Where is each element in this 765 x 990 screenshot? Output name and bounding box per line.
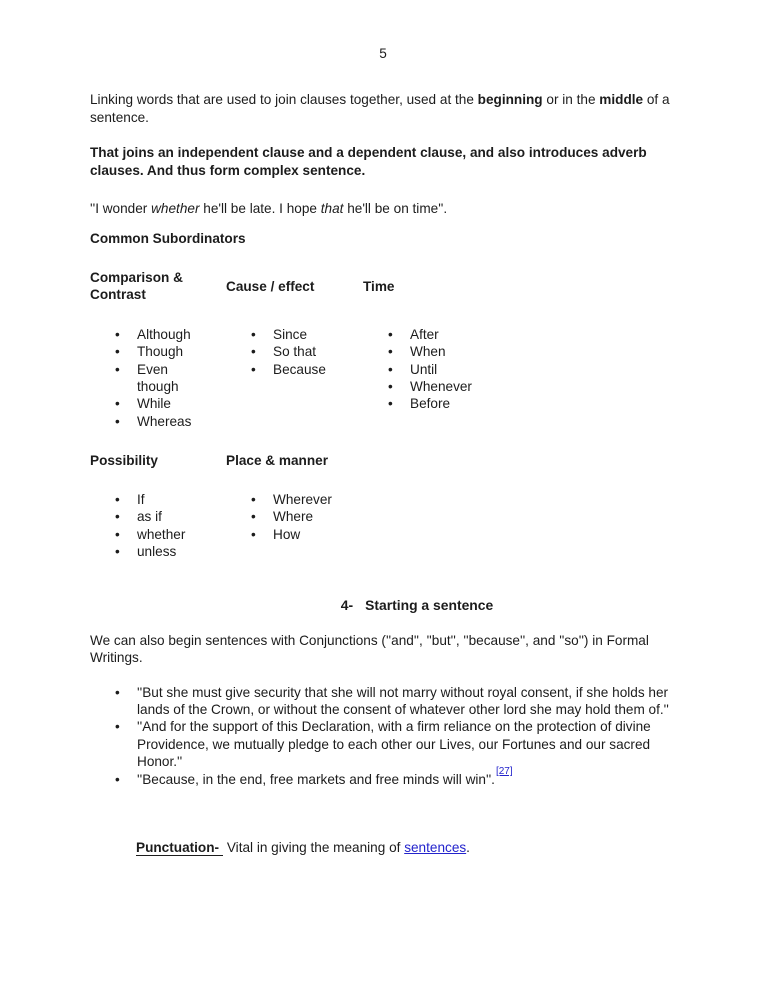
section-number: 4- — [340, 597, 354, 614]
text-run: of a sentence. — [90, 92, 670, 125]
quote-item: • ''And for the support of this Declaration, with a firm reliance on the protection of divine Providence, we mutually pledge to each other our Lives, our Fortunes and our sacred Honor.'' — [90, 718, 676, 770]
section-4-heading — [158, 597, 676, 614]
intro-paragraph — [90, 91, 676, 126]
italic-word-that: that — [320, 201, 344, 217]
possibility-list — [90, 491, 226, 561]
column-header: Cause / effect — [226, 278, 315, 294]
bold-word-middle: middle — [599, 92, 644, 108]
section-title: Starting a sentence — [365, 597, 494, 614]
list-item: • Until — [363, 361, 676, 378]
list-item: • While — [90, 395, 209, 412]
column-comparison-contrast — [90, 269, 226, 430]
column-header: Time — [363, 278, 395, 294]
text-run: or in the — [542, 92, 600, 108]
column-header: Place & manner — [226, 453, 328, 469]
list-item: • Before — [363, 395, 676, 412]
text-run: he'll be on time''. — [343, 201, 448, 217]
cause-effect-list — [226, 326, 363, 378]
column-cause-effect — [226, 269, 363, 430]
italic-word-whether: whether — [151, 201, 200, 217]
quote-examples-list — [90, 684, 676, 788]
text-run: he'll be late. I hope — [199, 201, 321, 217]
common-subordinators-heading: Common Subordinators — [90, 231, 246, 247]
quote-item: • ''But she must give security that she will not marry without royal consent, if she holds her lands of the Crown, or without the consent of whatever other lord she may hold them of.'' — [90, 684, 676, 719]
list-item: • Although — [90, 326, 209, 343]
column-header: Comparison & Contrast — [90, 269, 183, 303]
example-sentence — [90, 200, 676, 217]
column-header: Possibility — [90, 453, 158, 469]
column-possibility — [90, 452, 226, 560]
list-item: • Where — [226, 508, 363, 525]
time-list — [363, 326, 676, 413]
list-item: • Since — [226, 326, 363, 343]
subordinator-row-2 — [90, 452, 676, 560]
text-run: ''I wonder — [90, 201, 152, 217]
quote-text: ''Because, in the end, free markets and free minds will win''. — [137, 771, 495, 787]
list-item: • Whenever — [363, 378, 676, 395]
list-item: • After — [363, 326, 676, 343]
column-time — [363, 269, 676, 430]
page-number: 5 — [379, 46, 387, 61]
list-item: • as if — [90, 508, 226, 525]
text-run: . — [466, 839, 470, 855]
list-item: • unless — [90, 543, 226, 560]
list-item: • How — [226, 526, 363, 543]
list-item: • Wherever — [226, 491, 363, 508]
subordinator-row-1 — [90, 269, 676, 430]
list-item: • whether — [90, 526, 226, 543]
bold-word-beginning: beginning — [477, 92, 543, 108]
list-item: • Even though — [90, 361, 209, 396]
list-item: • Because — [226, 361, 363, 378]
place-manner-list — [226, 491, 363, 543]
definition-paragraph: That joins an independent clause and a dependent clause, and also introduces adverb clauses. And thus form complex sentence. — [90, 145, 647, 178]
punctuation-label: Punctuation- — [136, 840, 223, 856]
list-item: • Though — [90, 343, 209, 360]
text-run: Vital in giving the meaning of — [223, 839, 405, 855]
list-item: • If — [90, 491, 226, 508]
text-run: Linking words that are used to join clauses together, used at the — [90, 92, 478, 108]
list-item: • When — [363, 343, 676, 360]
quote-item — [90, 766, 676, 788]
footnote-27-link[interactable]: [27] — [495, 766, 513, 778]
sentences-link[interactable]: sentences — [404, 839, 467, 855]
column-place-manner — [226, 452, 363, 560]
comparison-contrast-list — [90, 326, 226, 430]
conjunctions-paragraph: We can also begin sentences with Conjunctions (''and'', ''but'', ''because'', and ''so'') in Formal Writings. — [90, 632, 649, 666]
list-item: • So that — [226, 343, 363, 360]
punctuation-line — [136, 839, 676, 856]
list-item: • Whereas — [90, 413, 209, 430]
